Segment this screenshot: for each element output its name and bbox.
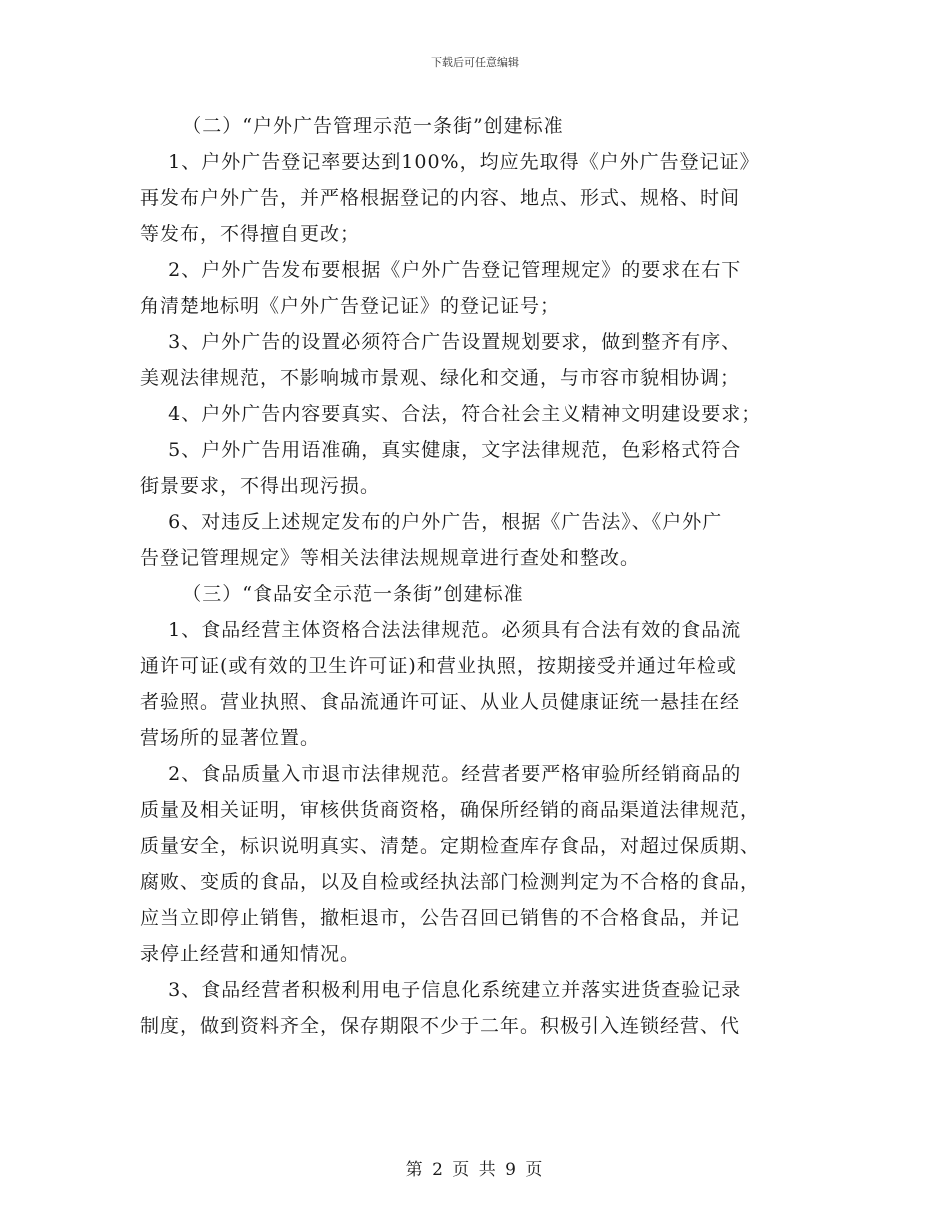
section-heading-2: （二）“户外广告管理示范一条街”创建标准 [140, 115, 564, 137]
paragraph: 3、食品经营者积极利用电子信息化系统建立并落实进货查验记录 制度，做到资料齐全，保存期限不少于二年。积极引入连锁经营、代 [140, 979, 742, 1037]
page-number-footer: 第 2 页 共 9 页 [405, 1160, 545, 1180]
paragraph: 2、户外广告发布要根据《户外广告登记管理规定》的要求在右下 角清楚地标明《户外广告登记证》的登记证号； [140, 259, 742, 317]
paragraph: 4、户外广告内容要真实、合法，符合社会主义精神文明建设要求； [140, 403, 762, 425]
page-header: 下载后可任意编辑 [431, 56, 519, 69]
paragraph: 6、对违反上述规定发布的户外广告，根据《广告法》、《户外广 告登记管理规定》等相关法律法规规章进行查处和整改。 [140, 511, 723, 569]
section-heading-3: （三）“食品安全示范一条街”创建标准 [140, 583, 524, 605]
paragraph: 2、食品质量入市退市法律规范。经营者要严格审验所经销商品的 质量及相关证明，审核供货商资格，确保所经销的商品渠道法律规范， 质量安全，标识说明真实、清楚。定期检查库存食品，对超过保质期、 腐败、变质的食品，以及自检或经执法部门检测判定为不合格的食品， 应当立即停止销售，撤柜退市，公告召回已销售的不合格食品，并记 录停止经营和通知情况。 [140, 763, 761, 965]
document-body [140, 108, 820, 1044]
paragraph: 5、户外广告用语准确，真实健康，文字法律规范，色彩格式符合 街景要求，不得出现污损。 [140, 439, 742, 497]
paragraph: 1、户外广告登记率要达到100%，均应先取得《户外广告登记证》 再发布户外广告，并严格根据登记的内容、地点、形式、规格、时间 等发布，不得擅自更改； [140, 151, 760, 245]
paragraph: 3、户外广告的设置必须符合广告设置规划要求，做到整齐有序、 美观法律规范，不影响城市景观、绿化和交通，与市容市貌相协调； [140, 331, 742, 389]
paragraph: 1、食品经营主体资格合法法律规范。必须具有合法有效的食品流 通许可证(或有效的卫生许可证)和营业执照，按期接受并通过年检或 者验照。营业执照、食品流通许可证、从业人员健康证统一悬挂在经 营场所的显著位置。 [140, 619, 742, 749]
